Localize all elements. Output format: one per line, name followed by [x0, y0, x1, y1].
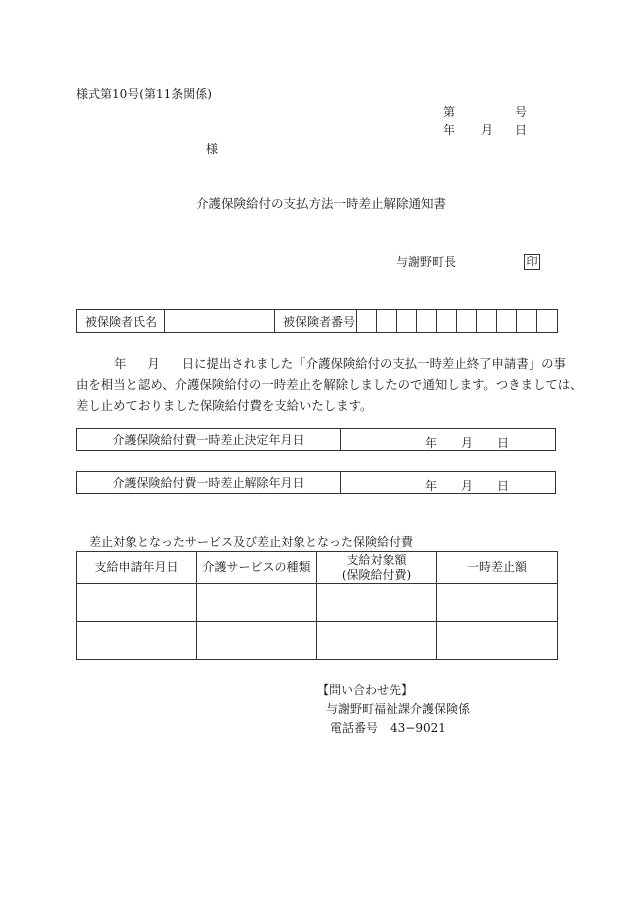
- col-application-date: 支給申請年月日: [77, 552, 197, 584]
- insured-number-digit[interactable]: [477, 310, 497, 333]
- notice-line-2: 由を相当と認め、介護保険給付の一時差止を解除しましたので通知します。つきましては、: [76, 377, 583, 392]
- insured-number-label: 被保険者番号: [275, 310, 357, 333]
- notice-line-1: [76, 353, 566, 374]
- table-cell[interactable]: [197, 622, 317, 660]
- payment-amount-line-2: (保険給付費): [341, 567, 412, 582]
- table-row: [77, 622, 558, 660]
- col-service-type: 介護サービスの種類: [197, 552, 317, 584]
- issuer-seal: [524, 254, 540, 270]
- issuer-name: 与謝野町長: [396, 255, 457, 269]
- table-cell[interactable]: [437, 622, 558, 660]
- phone-label: 電話番号: [330, 721, 379, 735]
- form-number: 様式第10号(第11条関係): [76, 87, 212, 101]
- insured-name-field[interactable]: [165, 310, 275, 333]
- decision-year: 年: [425, 436, 438, 450]
- issue-date-day: 日: [515, 123, 528, 137]
- suspension-table-caption: 差止対象となったサービス及び差止対象となった保険給付費: [89, 535, 414, 549]
- table-cell[interactable]: [77, 622, 197, 660]
- suspension-release-date-field[interactable]: [341, 472, 555, 493]
- document-title: 介護保険給付の支払方法一時差止解除通知書: [196, 196, 447, 211]
- notice-body: [76, 353, 583, 416]
- table-cell[interactable]: [197, 584, 317, 622]
- insured-number-digit[interactable]: [397, 310, 417, 333]
- suspension-release-date-label: 介護保険給付費一時差止解除年月日: [77, 472, 341, 493]
- table-cell[interactable]: [317, 622, 437, 660]
- contact-department: 与謝野町福祉課介護保険係: [326, 702, 471, 716]
- notice-line-3: 差し止めておりました保険給付費を支給いたします。: [76, 398, 373, 413]
- recipient-honorific: 様: [206, 142, 219, 156]
- phone-number: 43−9021: [390, 721, 446, 735]
- table-cell[interactable]: [437, 584, 558, 622]
- table-row: [77, 584, 558, 622]
- suspension-decision-date-box: [76, 428, 556, 451]
- insured-number-digit[interactable]: [517, 310, 537, 333]
- suspension-release-date-box: [76, 471, 556, 494]
- document-number-prefix: 第: [443, 105, 456, 119]
- suspension-table: [76, 551, 558, 660]
- suspension-decision-date-label: 介護保険給付費一時差止決定年月日: [77, 429, 341, 450]
- insured-number-digit[interactable]: [537, 310, 558, 333]
- release-year: 年: [425, 479, 438, 493]
- body-year: 年: [114, 356, 127, 371]
- insured-number-digit[interactable]: [417, 310, 437, 333]
- insured-number-digit[interactable]: [497, 310, 517, 333]
- suspension-decision-date-field[interactable]: [341, 429, 555, 450]
- body-month: 月: [147, 356, 160, 371]
- release-day: 日: [497, 479, 510, 493]
- col-payment-amount: [317, 552, 437, 584]
- insured-info-table: [76, 309, 558, 333]
- contact-heading: 【問い合わせ先】: [317, 683, 414, 697]
- issue-date-year: 年: [443, 123, 456, 137]
- document-number-suffix: 号: [515, 105, 528, 119]
- insured-number-digit[interactable]: [357, 310, 377, 333]
- insured-name-label: 被保険者氏名: [77, 310, 165, 333]
- issue-date-month: 月: [481, 123, 494, 137]
- contact-phone: [330, 722, 446, 734]
- table-cell[interactable]: [77, 584, 197, 622]
- decision-month: 月: [461, 436, 474, 450]
- body-line-1-text: 日に提出されました「介護保険給付の支払一時差止終了申請書」の事: [181, 356, 566, 371]
- col-suspended-amount: 一時差止額: [437, 552, 558, 584]
- payment-amount-line-1: 支給対象額: [346, 552, 407, 567]
- seal-mark: 印: [524, 254, 540, 270]
- insured-number-digit[interactable]: [437, 310, 457, 333]
- suspension-table-header: [77, 552, 558, 584]
- insured-number-digit[interactable]: [457, 310, 477, 333]
- release-month: 月: [461, 479, 474, 493]
- decision-day: 日: [497, 436, 510, 450]
- insured-number-digit[interactable]: [377, 310, 397, 333]
- table-cell[interactable]: [317, 584, 437, 622]
